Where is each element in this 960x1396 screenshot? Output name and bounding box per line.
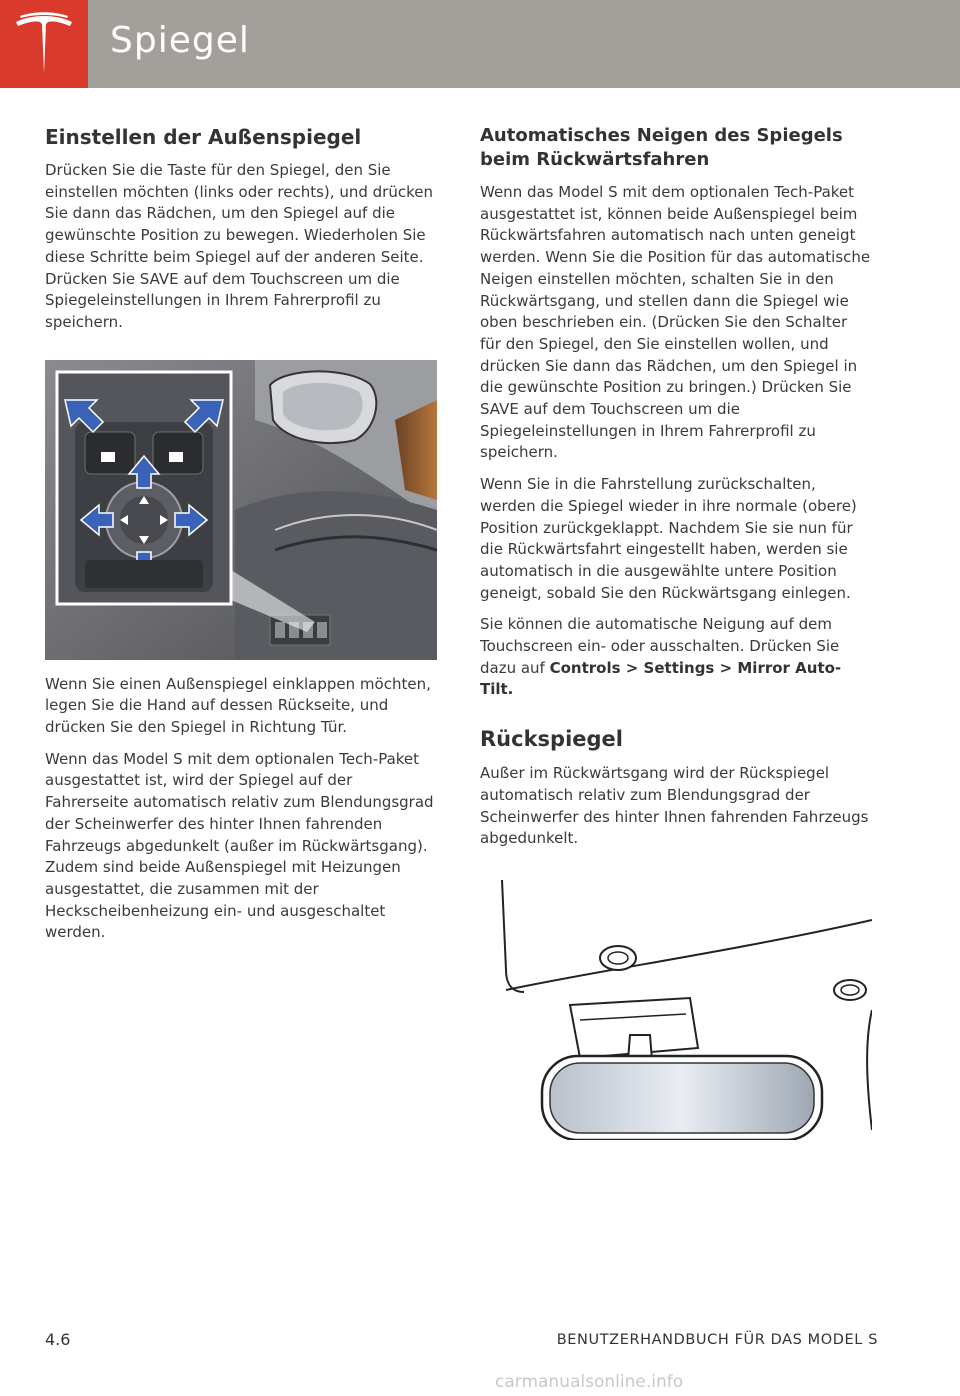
watermark: carmanualsonline.info [495,1372,684,1392]
paragraph: Wenn das Model S mit dem optionalen Tech-Paket ausgestattet ist, können beide Außenspiegel beim Rückwärtsfahren automatisch nach unten geneigt werden. Wenn Sie die Position für das automatische Neigen einstellen möchten, schalten Sie in den Rückwärtsgang, und stellen dann die Spiegel wie oben beschrieben ein. (Drücken Sie den Schalter für den Spiegel, den Sie einstellen wollen, und drücken Sie dann das Rädchen, um den Spiegel in die gewünschte Position zu bringen.) Drücken Sie SAVE auf dem Touchscreen um die Spiegeleinstellungen in Ihrem Fahrerprofil zu speichern. [480,183,871,462]
mirror-controls-illustration [45,360,437,660]
manual-title: BENUTZERHANDBUCH FÜR DAS MODEL S [556,1332,878,1348]
section-heading-exterior-mirrors: Einstellen der Außenspiegel [45,125,362,149]
paragraph: Wenn Sie in die Fahrstellung zurückschalten, werden die Spiegel wieder in ihre normale (obere) Position zurückgeklappt. Nachdem Sie sie nun für die Rückwärtsfahrt eingestellt haben, werden sie automatisch in die ausgewählte untere Position geneigt, sobald Sie den Rückwärtsgang einlegen. [480,475,857,602]
paragraph [480,614,872,701]
paragraph: Wenn das Model S mit dem optionalen Tech-Paket ausgestattet ist, wird der Spiegel auf der Fahrerseite automatisch relativ zum Blendungsgrad der Scheinwerfer des hinter Ihnen fahrenden Fahrzeugs abgedunkelt (außer im Rückwärtsgang). Zudem sind beide Außenspiegel mit Heizungen ausgestattet, die zusammen mit der Heckscheibenheizung ein- und ausgeschaltet werden. [45,749,434,942]
section-heading-auto-tilt: Automatisches Neigen des Spiegels beim Rückwärtsfahren [480,125,843,170]
brand-logo [0,0,88,88]
paragraph: Drücken Sie die Taste für den Spiegel, den Sie einstellen möchten (links oder rechts), und drücken Sie dann das Rädchen, um den Spiegel auf die gewünschte Position zu bewegen. Wiederholen Sie diese Schritte beim Spiegel auf der anderen Seite. Drücken Sie SAVE auf dem Touchscreen um die Spiegeleinstellungen in Ihrem Fahrerprofil zu speichern. [45,161,433,331]
paragraph-text: Sie können die automatische Neigung auf dem Touchscreen ein- oder ausschalten. Drücken Sie dazu auf [480,615,840,677]
tesla-t-icon [14,12,74,76]
right-column [480,124,872,1140]
section-heading-rearview-mirror: Rückspiegel [480,727,623,752]
page-title: Spiegel [110,20,250,61]
rearview-mirror-illustration [480,880,872,1140]
paragraph: Außer im Rückwärtsgang wird der Rückspiegel automatisch relativ zum Blendungsgrad der Scheinwerfer des hinter Ihnen fahrenden Fahrzeugs abgedunkelt. [480,764,869,848]
rearview-mirror-figure [480,880,872,1140]
door-panel-figure [45,360,437,660]
page-header [0,0,960,88]
paragraph: Wenn Sie einen Außenspiegel einklappen möchten, legen Sie die Hand auf dessen Rückseite, und drücken Sie den Spiegel in Richtung Tür. [45,674,431,737]
page-number: 4.6 [45,1330,71,1349]
settings-path: Controls > Settings > Mirror Auto-Tilt. [480,658,842,699]
left-column [45,124,437,954]
